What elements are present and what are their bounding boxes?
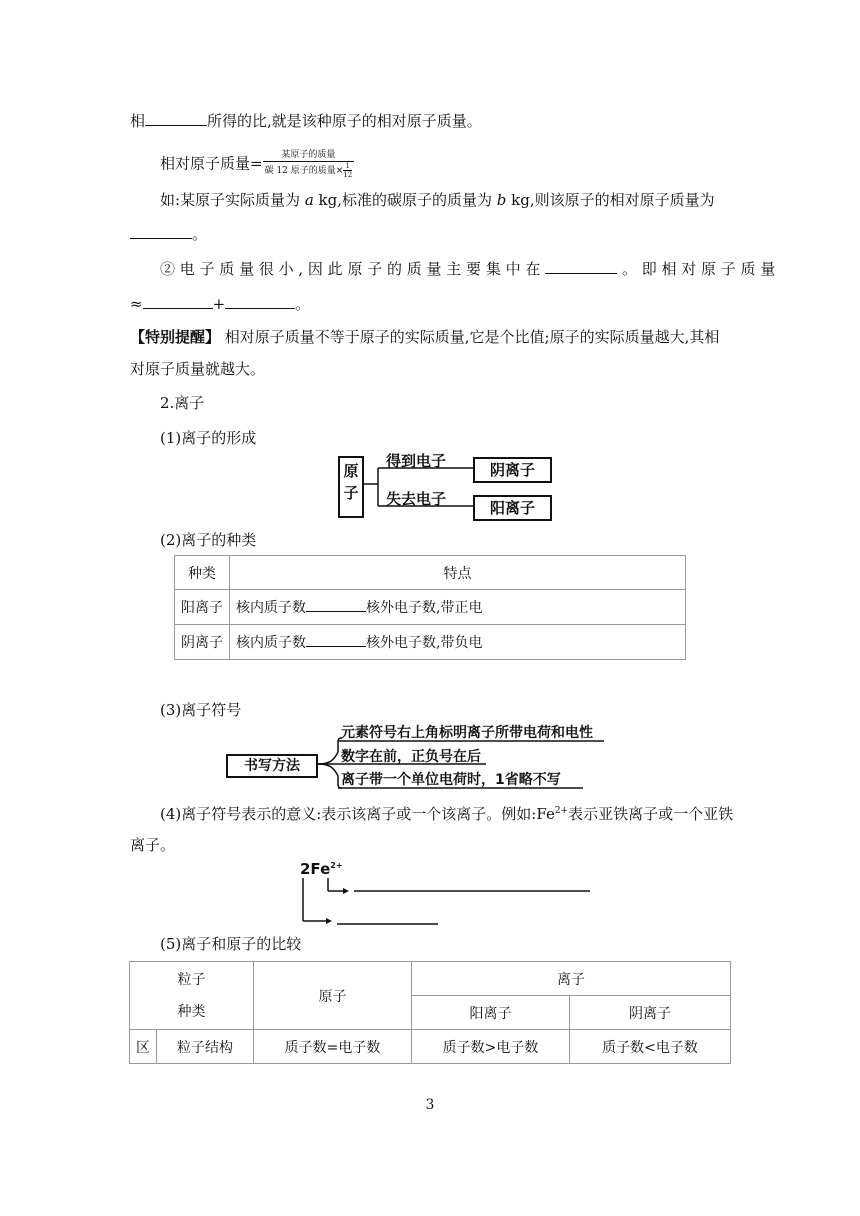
table-row: 阳离子 核内质子数 核外电子数,带正电 (175, 590, 686, 625)
special-reminder: 【特别提醒】 相对原子质量不等于原子的实际质量,它是个比值;原子的实际质量越大,其相 (130, 328, 720, 346)
subsection-heading: (3)离子符号 (160, 701, 242, 719)
subsection-heading: (5)离子和原子的比较 (160, 935, 302, 953)
writing-method-label: 书写方法 (226, 754, 318, 778)
example-line: 如:某原子实际质量为 a kg,标准的碳原子的质量为 b kg,则该原子的相对原子质量为 (160, 191, 715, 209)
formula-fraction: 某原子的质量 碳 12 原子的质量× $\frac{1}{12}$ (264, 150, 353, 179)
answer-blank[interactable] (225, 294, 295, 309)
answer-blank[interactable] (145, 111, 207, 126)
answer-blank[interactable] (143, 294, 213, 309)
answer-blank[interactable] (306, 597, 366, 612)
relative-mass-formula: 相对原子质量= 某原子的质量 碳 12 原子的质量× $\frac{1}{12}$ (160, 150, 353, 179)
page-number: 3 (425, 1097, 435, 1113)
special-reminder-cont: 对原子质量就越大。 (130, 360, 266, 378)
ion-meaning-cont: 离子。 (130, 836, 176, 854)
example-answer-line: 。 (130, 224, 207, 244)
ion-atom-compare-table: 粒子 种类 原子 离子 阳离子 阴离子 区 粒子结构 质子数=电子数 质子数>电子数 质子数<电子数 (129, 961, 731, 1064)
atom-box: 原子 (338, 456, 364, 518)
paragraph-line: 相 所得的比,就是该种原子的相对原子质量。 (130, 112, 482, 130)
table-row: 阴离子 核内质子数 核外电子数,带负电 (175, 625, 686, 660)
cation-box: 阳离子 (473, 495, 552, 521)
answer-blank[interactable] (130, 224, 192, 239)
ion-formation-diagram: 原子 得到电子 失去电子 阴离子 阳离子 (338, 456, 558, 518)
writing-method-diagram: 书写方法 元素符号右上角标明离子所带电荷和电性 数字在前，正负号在后 离子带一个单位电荷时，1省略不写 (226, 722, 616, 792)
subsection-heading: (2)离子的种类 (160, 531, 257, 549)
section-heading: 2.离子 (160, 394, 205, 412)
electron-answer-line: ≈ + 。 (130, 295, 311, 313)
table-row: 区 粒子结构 质子数=电子数 质子数>电子数 质子数<电子数 (130, 1030, 731, 1064)
subsection-heading: (1)离子的形成 (160, 429, 257, 447)
answer-blank[interactable] (306, 632, 366, 647)
electron-line: ② 电 子 质 量 很 小 , 因 此 原 子 的 质 量 主 要 集 中 在 。 即 相 对 原 子 质 量 (160, 260, 776, 278)
ion-types-table: 种类 特点 阳离子 核内质子数 核外电子数,带正电 阴离子 核内质子数 核外电子数,带负电 (174, 555, 686, 660)
anion-box: 阴离子 (473, 457, 552, 483)
fe-ion-diagram: $2Fe^{2+}$ (298, 858, 598, 930)
answer-blank[interactable] (545, 259, 617, 274)
ion-meaning-line: (4)离子符号表示的意义:表示该离子或一个该离子。例如$:Fe^{2+}$表示亚铁离子或一个亚铁 (160, 805, 734, 823)
